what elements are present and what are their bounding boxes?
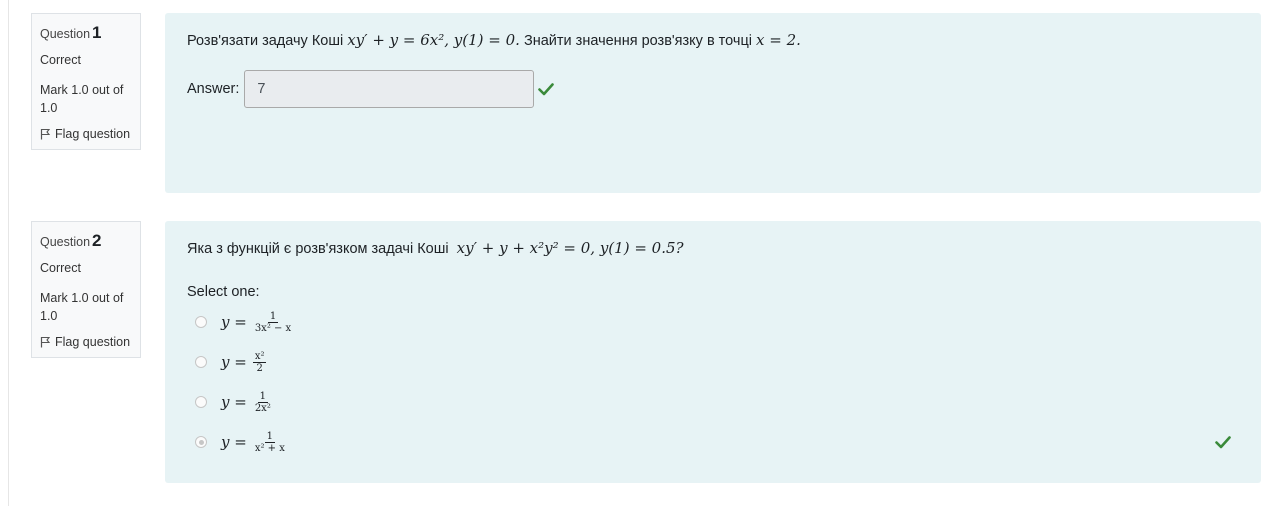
question-2-equation: xy′ + y + x²y² = 0, y(1) = 0.5? [456,239,684,257]
radio-button-selected[interactable] [195,436,207,448]
question-2-flag-button[interactable] [40,335,140,349]
question-2-info [31,221,141,358]
radio-button[interactable] [195,396,207,408]
radio-button[interactable] [195,316,207,328]
option-1-fraction: $\frac{1}{\text{3x² − x}}$ [254,310,292,334]
flag-label: Flag question [55,335,131,349]
radio-button[interactable] [195,356,207,368]
question-1-info [31,13,141,150]
question-1-point: x = 2. [756,31,801,49]
left-border-line [8,0,9,506]
question-2-grade: Mark 1.0 out of 1.0 [40,291,124,323]
question-1-grade: Mark 1.0 out of 1.0 [40,83,124,115]
question-1-content [165,13,1261,193]
answer-label: Answer: [187,81,240,97]
options-list [187,302,1239,462]
answer-row [187,70,1239,108]
flag-icon [40,128,51,140]
question-2-number: Question 2 [40,231,102,250]
question-1-number: Question 1 [40,23,102,42]
flag-label: Flag question [55,127,131,141]
option-2-fraction: $\frac{\text{x²}}{2}$ [254,350,265,374]
question-2-content [165,221,1261,483]
correct-check-icon [538,82,554,96]
question-1-flag-button[interactable] [40,127,140,141]
option-2[interactable]: y = $\frac{\text{x²}}{2}$ [195,342,1239,382]
option-3[interactable]: y = $\frac{1}{\text{2x²}}$ [195,382,1239,422]
question-2-text: Яка з функцій є розв'язком задачі Коші xy′ + y + x²y² = 0, y(1) = 0.5? [187,239,684,257]
correct-check-icon [1215,435,1231,449]
option-1[interactable]: y = $\frac{1}{\text{3x² − x}}$ [195,302,1239,342]
question-1-equation: xy′ + y = 6x², y(1) = 0. [347,31,520,49]
question-1-state: Correct [40,53,81,67]
flag-icon [40,336,51,348]
question-2-state: Correct [40,261,81,275]
option-3-fraction: $\frac{1}{\text{2x²}}$ [254,390,271,414]
option-4-fraction: $\frac{1}{\text{x² + x}}$ [254,430,285,454]
question-1-text: Розв'язати задачу Коші xy′ + y = 6x², y(1) = 0. Знайти значення розв'язку в точці x = 2. [187,31,801,49]
select-one-label: Select one: [187,284,260,300]
answer-input[interactable]: 7 [244,70,534,108]
option-4[interactable]: y = $\frac{1}{\text{x² + x}}$ [195,422,1239,462]
